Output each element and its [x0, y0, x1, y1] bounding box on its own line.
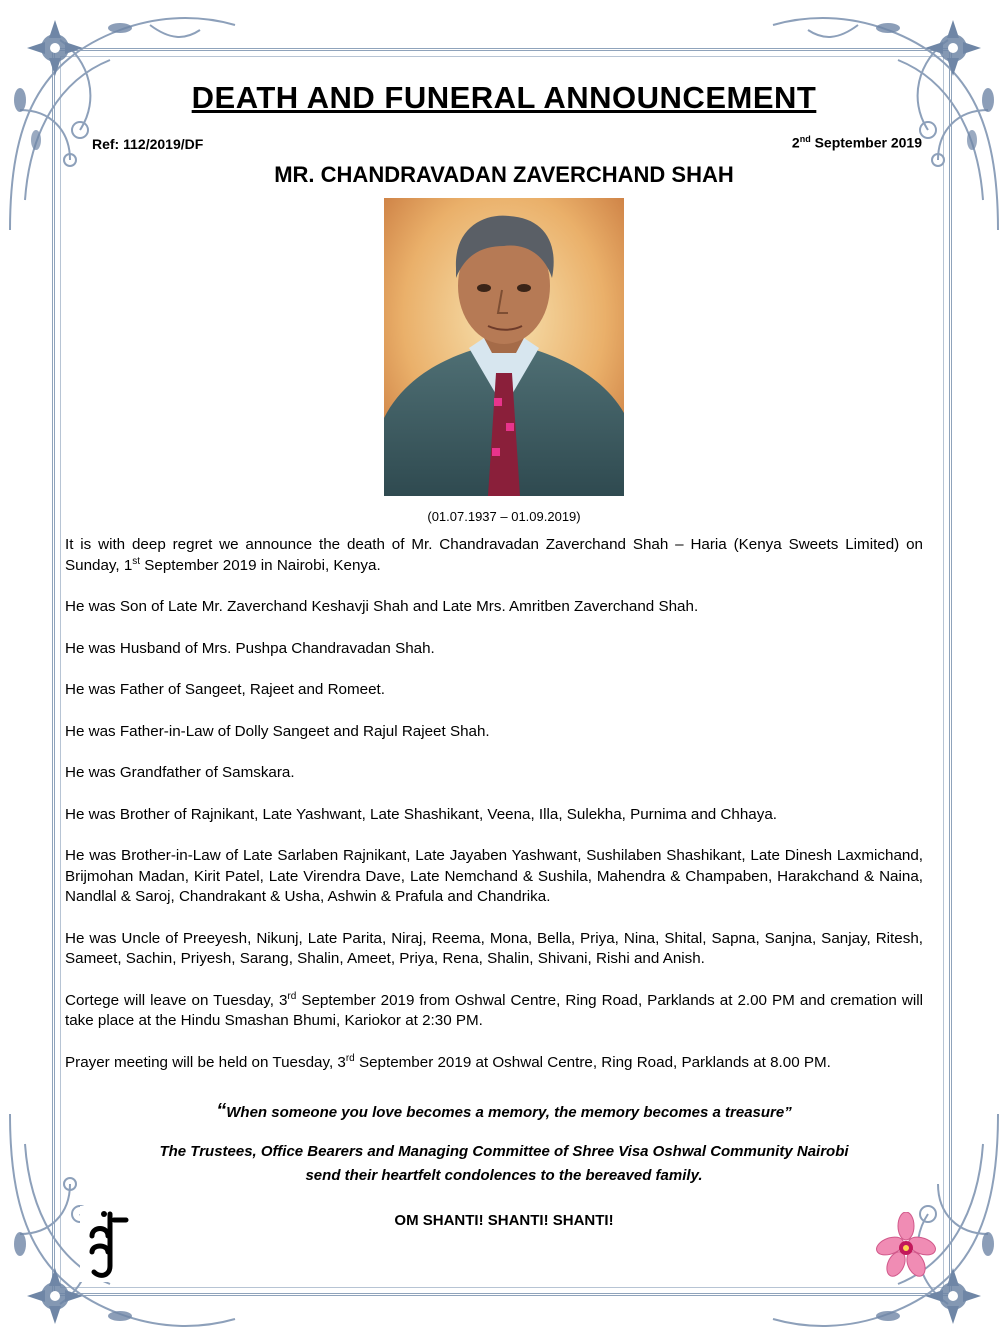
paragraph-prayer-meeting [65, 1053, 923, 1074]
condolence-message [0, 1140, 1008, 1188]
paragraph-text: September 2019 from Oshwal Centre, Ring Road, Parklands at 2.00 PM and cremation will take place at the Hindu Smashan Bhumi, Kariokor at 2:30 PM. [65, 991, 923, 1029]
om-shanti-text: OM SHANTI! SHANTI! SHANTI! [394, 1212, 614, 1229]
ordinal-suffix: rd [287, 990, 297, 1002]
floral-corner-icon [768, 0, 1008, 240]
pink-orchid-icon [876, 1212, 936, 1282]
paragraph-uncle: He was Uncle of Preeyesh, Nikunj, Late Parita, Niraj, Reema, Mona, Bella, Priya, Nina, Shital, Sapna, Sanjna, Sanjay, Ritesh, Sameet, Sachin, Priyesh, Sarang, Shalin, Ameet, Priya, Rena, Shalin, Shivani, Rishi and Anish. [65, 929, 923, 967]
portrait-photo [384, 198, 624, 496]
date-day: 2 [791, 134, 800, 151]
paragraph-father: He was Father of Sangeet, Rajeet and Romeet. [65, 681, 385, 698]
paragraph-grandfather: He was Grandfather of Samskara. [65, 764, 295, 781]
paragraph-text: It is with deep regret we announce the death of Mr. Chandravadan Zaverchand Shah – Haria (Kenya Sweets Limited) on Sunday, 1 [65, 536, 923, 574]
floral-corner-icon [0, 0, 240, 240]
ordinal-suffix: st [132, 555, 141, 567]
paragraph-son: He was Son of Late Mr. Zaverchand Keshavji Shah and Late Mrs. Amritben Zaverchand Shah. [65, 598, 699, 615]
reference-number: Ref: 112/2019/DF [92, 136, 204, 152]
paragraph-brother: He was Brother of Rajnikant, Late Yashwant, Late Shashikant, Veena, Illa, Sulekha, Purnima and Chhaya. [65, 805, 777, 823]
ordinal-suffix: rd [345, 1052, 355, 1064]
paragraph-text: September 2019 in Nairobi, Kenya. [140, 556, 381, 574]
paragraph-text: Cortege will leave on Tuesday, 3 [65, 991, 288, 1009]
announcement-body [65, 535, 923, 1073]
condolence-line: send their heartfelt condolences to the bereaved family. [305, 1167, 703, 1184]
quote-text: When someone you love becomes a memory, the memory becomes a treasure” [226, 1104, 792, 1121]
paragraph-brother-in-law: He was Brother-in-Law of Late Sarlaben Rajnikant, Late Jayaben Yashwant, Sushilaben Shashikant, Late Dinesh Laxmichand, Brijmohan Madan, Kirit Patel, Late Virendra Dave, Late Nemchand & Sushila, Mahendra & Champaben, Harakchand & Naina, Nandlal & Saroj, Chandrakant & Usha, Ashwin & Prafula and Chandrika. [65, 847, 923, 905]
condolence-line: The Trustees, Office Bearers and Managing Committee of Shree Visa Oshwal Community Nairobi [159, 1143, 849, 1160]
date-rest: September 2019 [810, 134, 922, 151]
quote-mark: “ [216, 1100, 227, 1122]
paragraph-text: Prayer meeting will be held on Tuesday, 3 [65, 1053, 346, 1071]
page-title: DEATH AND FUNERAL ANNOUNCEMENT [191, 80, 817, 115]
paragraph-husband: He was Husband of Mrs. Pushpa Chandravadan Shah. [65, 639, 435, 657]
memorial-quote [0, 1100, 1008, 1123]
paragraph-text: September 2019 at Oshwal Centre, Ring Road, Parklands at 8.00 PM. [354, 1053, 831, 1071]
deceased-name: MR. CHANDRAVADAN ZAVERCHAND SHAH [274, 162, 734, 187]
paragraph-death [65, 535, 923, 576]
paragraph-father-in-law: He was Father-in-Law of Dolly Sangeet and Rajul Rajeet Shah. [65, 722, 490, 740]
om-symbol-icon [80, 1206, 132, 1282]
date-suffix: nd [799, 134, 811, 144]
announcement-date [792, 134, 922, 151]
paragraph-cortege [65, 991, 923, 1032]
lifespan-dates: (01.07.1937 – 01.09.2019) [427, 509, 581, 524]
